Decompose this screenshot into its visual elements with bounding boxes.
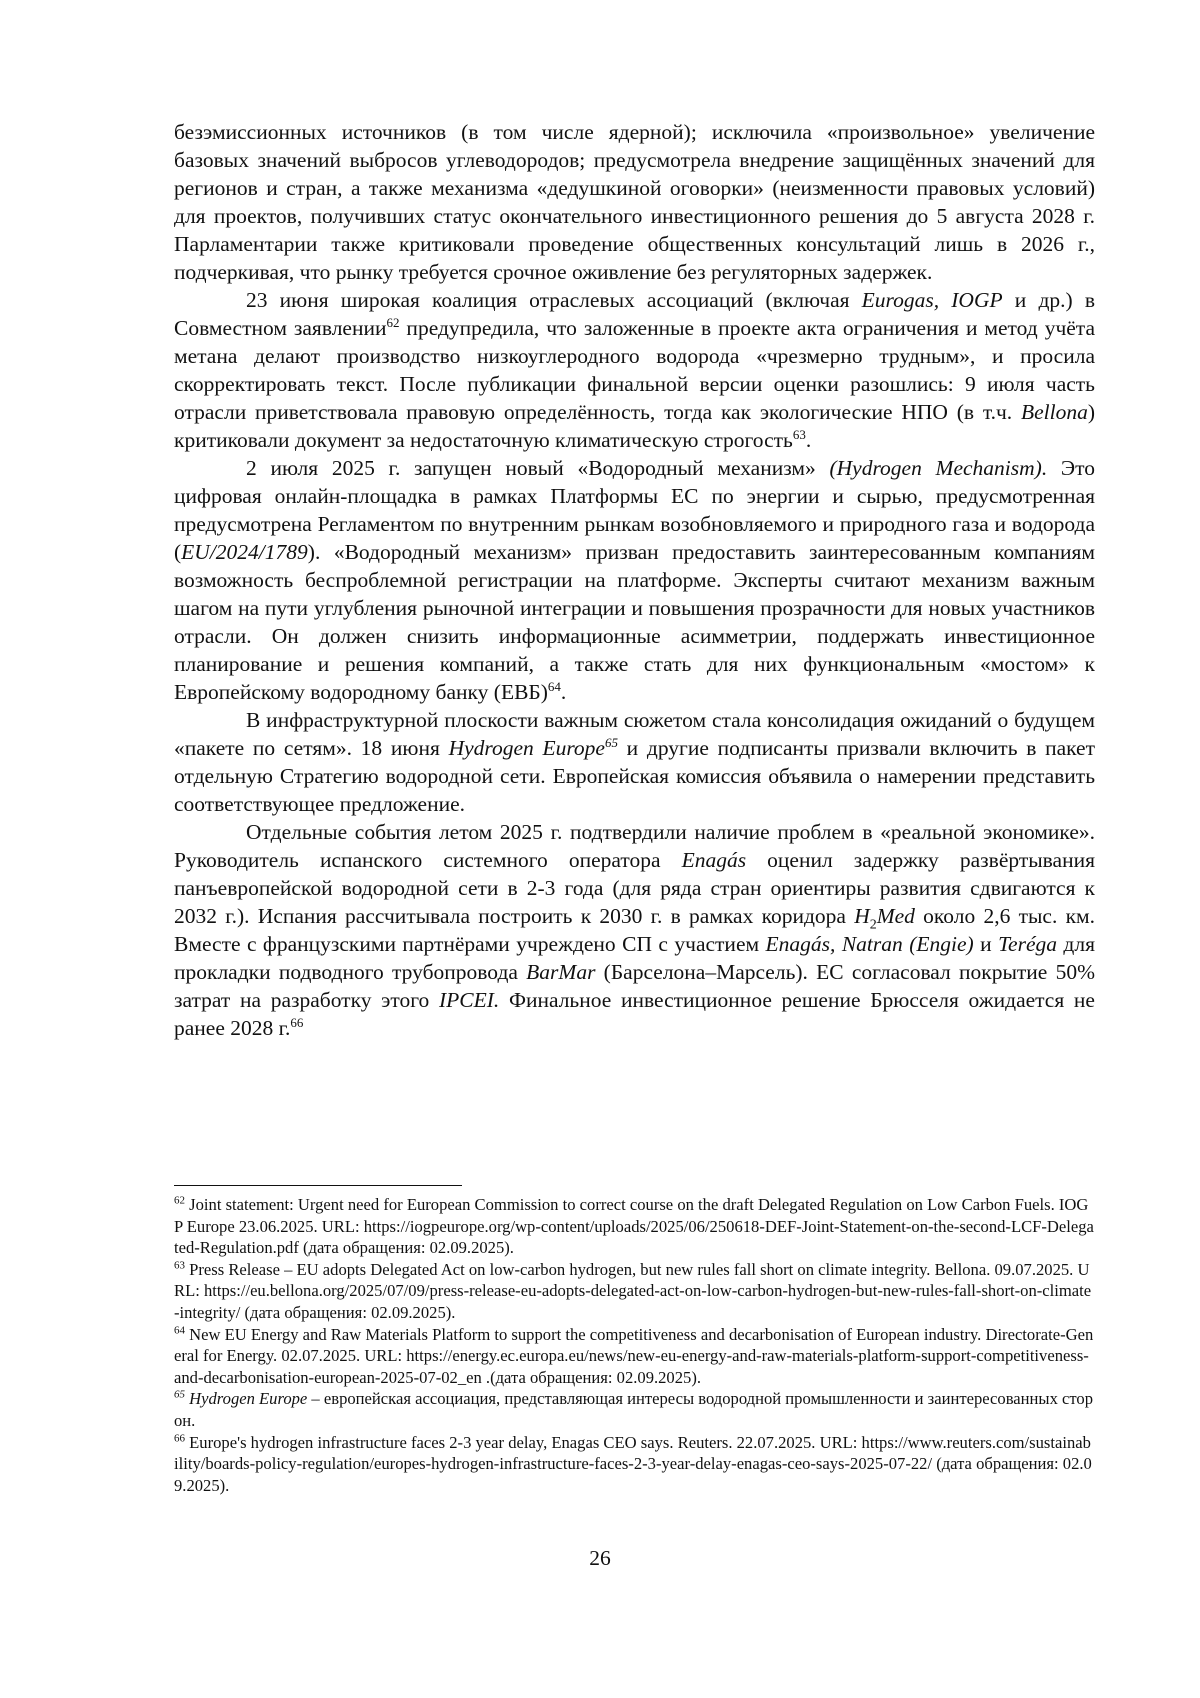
footnote-number: 64 xyxy=(174,1324,185,1337)
text-span: Joint statement: Urgent need for European Commission to correct course on the draft Delegated Regulation on Low Carbon Fuels. IOGP Europe 23.06.2025. URL: https://iogpeurope.org/wp-content/uploads/2025/06/250618-DEF-Joint-Statement-on-the-second-LCF-Delegated-Regulation.pdf (дата обращения: 02.09.2025). xyxy=(174,1195,1094,1258)
paragraph xyxy=(174,706,1095,818)
text-span: New EU Energy and Raw Materials Platform to support the competitiveness and decarbonisation of European industry. Directorate-General for Energy. 02.07.2025. URL: https://energy.ec.europa.eu/news/new-eu-energy-and-raw-materials-platform-support-competitiveness-and-decarbonisation-european-2025-07-02_en .(дата обращения: 02.09.2025). xyxy=(174,1324,1094,1387)
text-span: Это цифровая онлайн-площадка в рамках Платформы ЕС по энергии и сырью, предусмотренная предусмотрена Регламентом по внутренним рынкам возобновляемого и природного газа и водорода ( xyxy=(174,456,1095,564)
footnote xyxy=(174,1388,1095,1431)
text-span: EU/2024/1789 xyxy=(181,540,308,564)
paragraph xyxy=(174,286,1095,454)
text-span: ). «Водородный механизм» призван предоставить заинтересованным компаниям возможность беспроблемной регистрации на платформе. Эксперты считают механизм важным шагом на пути углубления рыночной интеграции и повышения прозрачности для новых участников отрасли. Он должен снизить информационные асимметрии, поддержать инвестиционное планирование и решения компаний, а также стать для них функциональным «мостом» к Европейскому водородному банку (ЕВБ) xyxy=(174,540,1095,704)
text-span: и xyxy=(973,932,999,956)
paragraph xyxy=(174,454,1095,706)
text-span: BarMar xyxy=(526,960,596,984)
subscript: 2 xyxy=(869,917,877,933)
text-span: безэмиссионных источников (в том числе ядерной); исключила «произвольное» увеличение базовых значений выбросов углеводородов; предусмотрела внедрение защищённых значений для регионов и стран, а также механизма «дедушкиной оговорки» (неизменности правовых условий) для проектов, получивших статус окончательного инвестиционного решения до 5 августа 2028 г. Парламентарии также критиковали проведение общественных консультаций лишь в 2026 г., подчеркивая, что рынку требуется срочное оживление без регуляторных задержек. xyxy=(174,120,1095,284)
paragraph xyxy=(174,818,1095,1042)
paragraph xyxy=(174,118,1095,286)
footnote-number: 66 xyxy=(174,1432,185,1444)
text-span: Отдельные события летом 2025 г. подтвердили наличие проблем в «реальной экономике». Руководитель испанского системного оператора xyxy=(174,820,1095,872)
text-span: – европейская ассоциация, представляющая интересы водородной промышленности и заинтересованных сторон. xyxy=(174,1389,1094,1430)
footnote-ref: 63 xyxy=(792,426,806,442)
text-span: оценил задержку развёртывания панъевропейской водородной сети в 2-3 года (для ряда стран ориентиры развития сдвигаются к 2032 г.). Испания рассчитывала построить к 2030 г. в рамках коридора xyxy=(174,848,1095,928)
text-span: IPCEI. xyxy=(438,988,500,1012)
footnote-ref: 64 xyxy=(547,678,561,694)
text-span: Teréga xyxy=(998,932,1057,956)
text-span: Med xyxy=(876,904,915,928)
text-span: и др.) в Совместном заявлении xyxy=(174,288,1095,340)
text-span: 2 июля 2025 г. запущен новый «Водородный механизм» xyxy=(246,456,830,480)
text-span: 23 июня широкая коалиция отраслевых ассоциаций (включая xyxy=(246,288,862,312)
text-span: около 2,6 тыс. км. Вместе с французскими партнёрами учреждено СП с участием xyxy=(174,904,1095,956)
footnote-number: 65 xyxy=(174,1388,185,1401)
text-span: ) критиковали документ за недостаточную климатическую строгость xyxy=(174,400,1095,452)
page-number: 26 xyxy=(589,1546,611,1570)
footnote xyxy=(174,1194,1095,1259)
text-span: (Hydrogen Mechanism). xyxy=(829,456,1048,480)
text-span: H xyxy=(854,904,870,928)
text-span: В инфраструктурной плоскости важным сюжетом стала консолидация ожиданий о будущем «пакете по сетям». 18 июня xyxy=(174,708,1095,760)
body-text xyxy=(174,118,1095,1042)
footnotes xyxy=(174,1194,1095,1496)
text-span: Enagás, Natran (Engie) xyxy=(765,932,974,956)
text-span: и другие подписанты призвали включить в пакет отдельную Стратегию водородной сети. Европейская комиссия объявила о намерении представить соответствующее предложение. xyxy=(174,736,1095,816)
footnote-ref: 66 xyxy=(290,1014,304,1030)
footnote-ref: 62 xyxy=(386,314,400,330)
text-span: Финальное инвестиционное решение Брюсселя ожидается не ранее 2028 г. xyxy=(174,988,1095,1040)
text-span: (Барселона–Марсель). ЕС согласовал покрытие 50% затрат на разработку этого xyxy=(174,960,1095,1012)
footnote-number: 62 xyxy=(174,1194,185,1207)
footnote-separator xyxy=(174,1185,462,1186)
footnote-number: 63 xyxy=(174,1259,185,1272)
footnote-ref: 65 xyxy=(604,734,618,750)
footnote xyxy=(174,1432,1095,1497)
text-span: . xyxy=(560,680,567,704)
text-span: Hydrogen Europe xyxy=(448,736,605,760)
text-span: Eurogas, IOGP xyxy=(861,288,1003,312)
text-span: . xyxy=(805,428,812,452)
text-span: Europe's hydrogen infrastructure faces 2-3 year delay, Enagas CEO says. Reuters. 22.07.2025. URL: https://www.reuters.com/sustainability/boards-policy-regulation/europes-hydrogen-infrastructure-faces-2-3-year-delay-enagas-ceo-says-2025-07-22/ (дата обращения: 02.09.2025). xyxy=(174,1432,1092,1495)
text-span: Press Release – EU adopts Delegated Act on low-carbon hydrogen, but new rules fall short on climate integrity. Bellona. 09.07.2025. URL: https://eu.bellona.org/2025/07/09/press-release-eu-adopts-delegated-act-on-low-carbon-hydrogen-but-new-rules-fall-short-on-climate-integrity/ (дата обращения: 02.09.2025). xyxy=(174,1259,1092,1322)
text-span: Enagás xyxy=(681,848,747,872)
footnote xyxy=(174,1324,1095,1389)
text-span: Hydrogen Europe xyxy=(189,1389,308,1409)
text-span: для прокладки подводного трубопровода xyxy=(174,932,1095,984)
footnote xyxy=(174,1259,1095,1324)
text-span: Bellona xyxy=(1020,400,1088,424)
text-span: предупредила, что заложенные в проекте акта ограничения и метод учёта метана делают производство низкоуглеродного водорода «чрезмерно трудным», и просила скорректировать текст. После публикации финальной версии оценки разошлись: 9 июля часть отрасли приветствовала правовую определённость, тогда как экологические НПО (в т.ч. xyxy=(174,316,1095,424)
